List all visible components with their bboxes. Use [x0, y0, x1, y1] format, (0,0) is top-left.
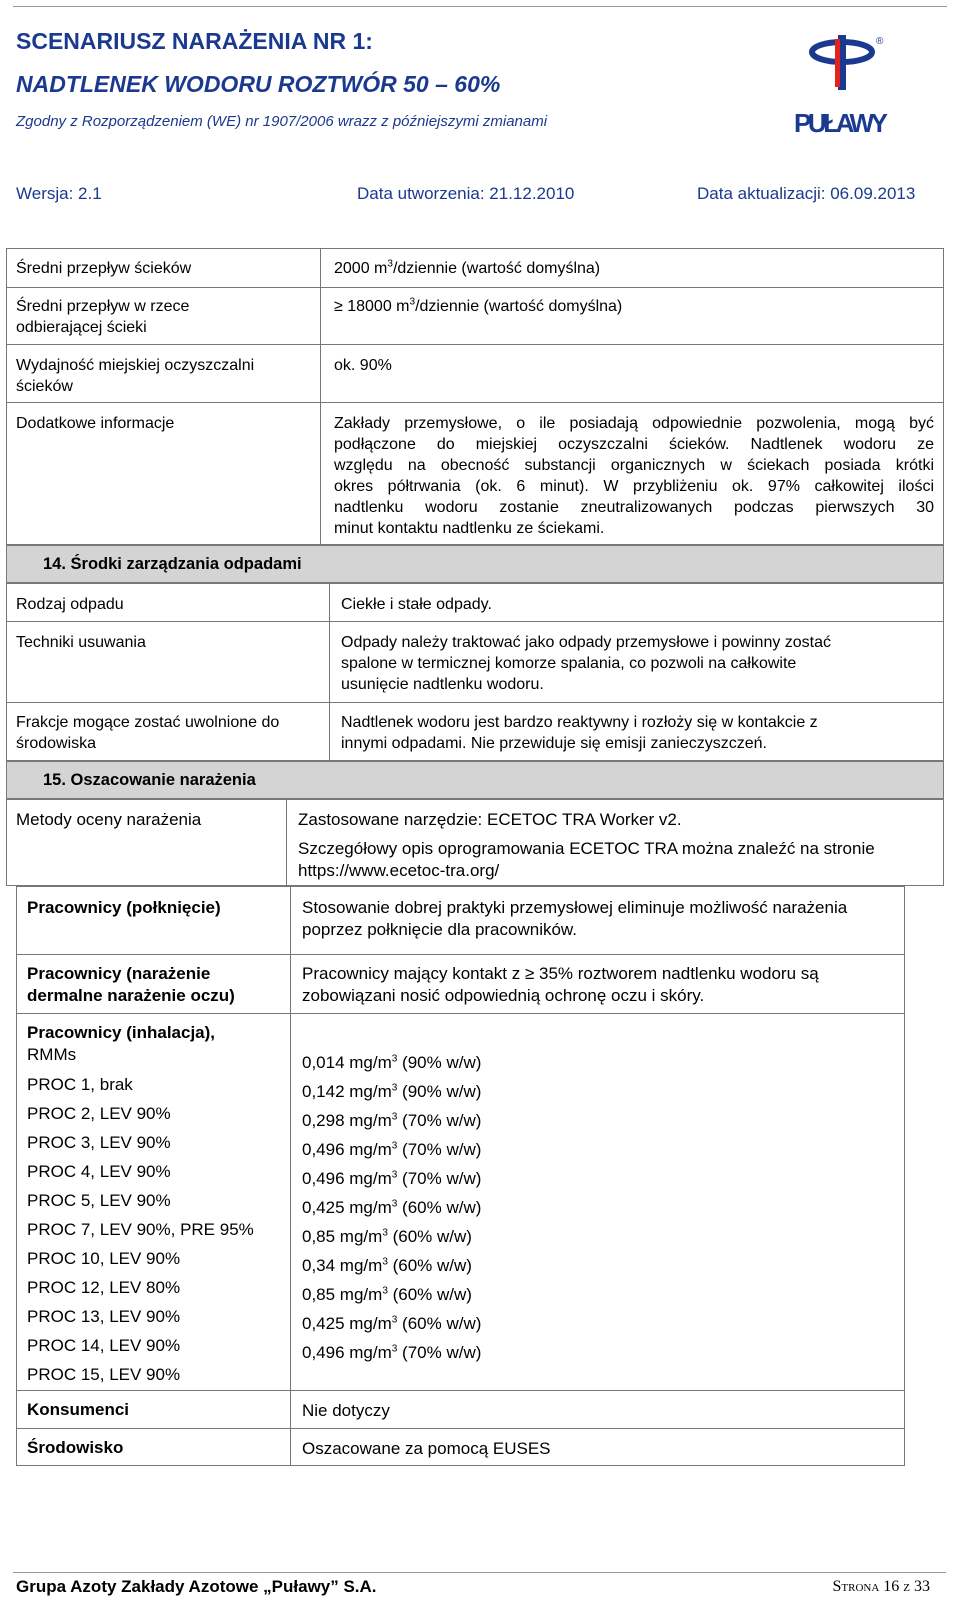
row-divider — [6, 344, 944, 345]
proc-label: PROC 13, LEV 90% — [27, 1307, 181, 1326]
avg-sewage-flow-label: Średni przepływ ścieków — [16, 260, 192, 277]
consumers-label: Konsumenci — [27, 1400, 130, 1419]
river-flow-label: Średni przepływ w rzece odbierającej ścieki — [16, 298, 190, 336]
substance-title: NADTLENEK WODORU ROZTWÓR 50 – 60% — [16, 71, 501, 97]
additional-info-text: Zakłady przemysłowe, o ile posiadają odpowiednie pozwolenia, mogą być podłączone do miejskiej oczyszczalni ścieków. Nadtlenek wodoru ze względu na obecność substancji organicznych w ściekach posiada krótki okres półtrwania (ok. 6 minut). W przybliżeniu ok. 97% całkowitej ilości nadtlenku wodoru zostanie zneutralizowanych podczas pierwszych 30 minut kontaktu nadtlenku ze ściekami. — [334, 415, 934, 537]
avg-sewage-flow-value: 2000 $m^3$/dziennie (wartość domyślna) — [334, 258, 601, 277]
logo-wordmark: PUŁAWY — [794, 108, 888, 138]
disposal-value: Odpady należy traktować jako odpady przemysłowe i powinny zostać spalone w termicznej komorze spalania, co pozwoli na całkowite usunięcie nadtlenku wodoru. — [341, 634, 832, 693]
additional-info-label: Dodatkowe informacje — [16, 415, 175, 432]
proc-value-list — [302, 1048, 481, 1367]
proc-value: 0,425 $mg/m^3$ (60% w/w) — [302, 1198, 482, 1217]
footer-rule — [13, 1572, 946, 1573]
dermal-label: Pracownicy (narażenie dermalne narażenie oczu) — [27, 964, 235, 1005]
section-15-heading: 15. Oszacowanie narażenia — [6, 761, 944, 799]
proc-label: PROC 4, LEV 90% — [27, 1162, 171, 1181]
row-divider — [16, 954, 905, 955]
proc-label: PROC 2, LEV 90% — [27, 1104, 171, 1123]
table-divider — [290, 886, 291, 1466]
row-divider — [6, 287, 944, 288]
proc-value: 0,496 $mg/m^3$ (70% w/w) — [302, 1169, 482, 1188]
proc-value: 0,34 $mg/m^3$ (60% w/w) — [302, 1256, 472, 1275]
proc-label: PROC 12, LEV 80% — [27, 1278, 181, 1297]
page-number: Strona 16 z 33 — [832, 1578, 930, 1595]
table-divider — [286, 799, 287, 886]
proc-label: PROC 3, LEV 90% — [27, 1133, 171, 1152]
waste-type-value: Ciekłe i stałe odpady. — [341, 596, 492, 613]
fractions-value: Nadtlenek wodoru jest bardzo reaktywny i rozłoży się w kontakcie z innymi odpadami. Nie przewiduje się emisji zanieczyszczeń. — [341, 714, 818, 752]
proc-label: PROC 7, LEV 90%, PRE 95% — [27, 1220, 254, 1239]
table-divider — [329, 583, 330, 761]
pulawy-logo — [794, 30, 910, 140]
oral-value: Stosowanie dobrej praktyki przemysłowej eliminuje możliwość narażenia poprzez połknięcie dla pracowników. — [302, 898, 848, 939]
proc-value: 0,496 $mg/m^3$ (70% w/w) — [302, 1140, 482, 1159]
table-divider — [320, 248, 321, 545]
document-title: SCENARIUSZ NARAŻENIA NR 1: — [16, 28, 373, 54]
methods-value: Zastosowane narzędzie: ECETOC TRA Worker v2. Szczegółowy opis oprogramowania ECETOC TRA można znaleźć na stronie https://www.ecetoc-tra.org/ — [298, 810, 875, 880]
proc-label: PROC 15, LEV 90% — [27, 1365, 181, 1384]
row-divider — [6, 402, 944, 403]
proc-value: 0,85 $mg/m^3$ (60% w/w) — [302, 1227, 472, 1246]
environment-label: Środowisko — [27, 1438, 124, 1457]
row-divider — [6, 702, 944, 703]
section-14-heading: 14. Środki zarządzania odpadami — [6, 545, 944, 583]
proc-label: PROC 5, LEV 90% — [27, 1191, 171, 1210]
creation-date: Data utworzenia: 21.12.2010 — [357, 184, 575, 203]
header-rule — [13, 6, 947, 7]
row-divider — [16, 1390, 905, 1391]
consumers-value: Nie dotyczy — [302, 1401, 390, 1420]
river-flow-value: ≥ 18000 $m^3$/dziennie (wartość domyślna) — [334, 296, 623, 315]
proc-label: PROC 14, LEV 90% — [27, 1336, 181, 1355]
proc-value: 0,425 $mg/m^3$ (60% w/w) — [302, 1314, 482, 1333]
methods-label: Metody oceny narażenia — [16, 810, 202, 829]
proc-value: 0,014 $mg/m^3$ (90% w/w) — [302, 1053, 482, 1072]
row-divider — [6, 621, 944, 622]
proc-value: 0,142 $mg/m^3$ (90% w/w) — [302, 1082, 482, 1101]
disposal-label: Techniki usuwania — [16, 634, 146, 651]
fractions-label: Frakcje mogące zostać uwolnione do środowiska — [16, 714, 280, 752]
proc-label: PROC 10, LEV 90% — [27, 1249, 181, 1268]
waste-type-label: Rodzaj odpadu — [16, 596, 124, 613]
proc-value: 0,298 $mg/m^3$ (70% w/w) — [302, 1111, 482, 1130]
version: Wersja: 2.1 — [16, 184, 102, 203]
logo-registered-mark: ® — [876, 36, 884, 47]
treatment-efficiency-value: ok. 90% — [334, 357, 392, 374]
row-divider — [16, 1013, 905, 1014]
regulation-note: Zgodny z Rozporządzeniem (WE) nr 1907/2006 wrazz z późniejszymi zmianami — [16, 113, 548, 130]
proc-value: 0,496 $mg/m^3$ (70% w/w) — [302, 1343, 482, 1362]
treatment-efficiency-label: Wydajność miejskiej oczyszczalni ścieków — [16, 357, 255, 395]
update-date: Data aktualizacji: 06.09.2013 — [697, 184, 916, 203]
proc-label: PROC 1, brak — [27, 1075, 133, 1094]
inhalation-label: Pracownicy (inhalacja), RMMs — [27, 1023, 216, 1064]
proc-value: 0,85 $mg/m^3$ (60% w/w) — [302, 1285, 472, 1304]
footer-company: Grupa Azoty Zakłady Azotowe „Puławy” S.A. — [16, 1577, 377, 1596]
environment-value: Oszacowane za pomocą EUSES — [302, 1439, 551, 1458]
dermal-value: Pracownicy mający kontakt z ≥ 35% roztworem nadtlenku wodoru są zobowiązani nosić odpowiednią ochronę oczu i skóry. — [302, 964, 819, 1005]
proc-label-list — [27, 1070, 254, 1389]
row-divider — [16, 1428, 905, 1429]
oral-label: Pracownicy (połknięcie) — [27, 898, 221, 917]
